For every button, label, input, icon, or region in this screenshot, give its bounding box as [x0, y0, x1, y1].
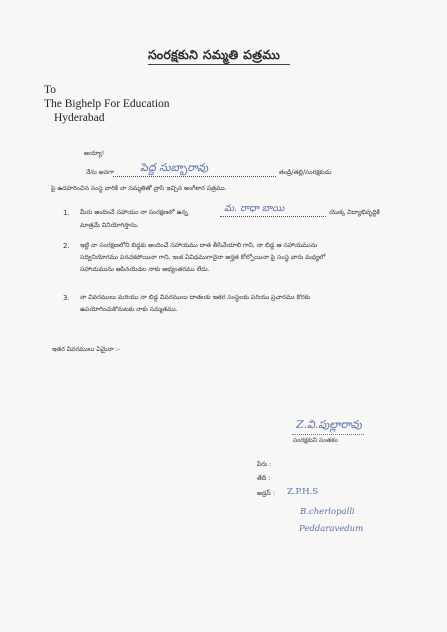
point-2-line3: సహాయమును ఆపినయెడల నాకు అభ్యంతరము లేదు.	[80, 266, 210, 273]
address-city: Hyderabad	[54, 112, 105, 124]
guardian-signature-handwritten: Z.వి.పుల్లారావు	[296, 418, 362, 431]
address-field-label: అడ్రస్ :	[257, 490, 275, 497]
date-field-label: తేదీ :	[257, 475, 271, 482]
other-details-label: ఇతర వివరములు ఏమైనా :-	[52, 346, 121, 353]
point-1-number: 1.	[63, 209, 70, 217]
guardian-name-handwritten: పెద్ద సుబ్బారావు	[140, 161, 209, 174]
point-3-line1: నా వివరములు మరియు నా బిడ్డ వివరములు దాతలకు ఇతర సంస్థలకు పరియు ప్రచారము కొరకు	[80, 294, 311, 301]
student-name-handwritten: మ. రాధా బాయి	[224, 203, 285, 214]
intro-line2: పై ఉదహరించిన సంస్థ వారికి నా సమ్మతితో వ్రాసి ఇచ్చిన అంగీకార పత్రము.	[51, 185, 227, 192]
signature-label: సంరక్షకుని సంతకం	[293, 437, 338, 444]
name-field-label: పేరు :	[257, 461, 272, 468]
intro-relation: తండ్రి/తల్లి/సంరక్షకుడు	[279, 169, 332, 176]
point-1-text-after: యొక్క విద్యాభివృద్ధికి	[329, 209, 380, 216]
letter-title: సంరక్షకుని సమ్మతి పత్రము	[148, 47, 281, 62]
salutation: అయ్యా!	[84, 150, 105, 157]
point-3-line2: ఉపయోగించుకొనుటకు నాకు సమ్మతము.	[80, 306, 178, 313]
address-line3-handwritten: Peddaravedum	[299, 524, 364, 534]
intro-name-prefix: నేను అనగా	[86, 169, 114, 176]
point-2-line1: ఇట్టి నా సంరక్షణలోని బిడ్డకు అందించే సహాయము దాత తీసివేయాలి గాని, నా బిడ్డ ఆ సహాయమును	[80, 242, 318, 249]
point-1-line2: మాత్రమే వినియోగిస్తాను.	[80, 222, 139, 229]
point-2-number: 2.	[63, 242, 70, 250]
point-1-text-before: మీరు అందించే సహాయం నా సంరక్షణలో ఉన్న	[80, 209, 188, 216]
address-to: To	[44, 84, 56, 96]
address-line1-handwritten: Z.P.H.S	[287, 487, 319, 497]
student-name-dotline	[220, 216, 326, 217]
address-line2-handwritten: B.cherlopalli	[300, 507, 355, 517]
point-2-line2: సద్వినియోగము పరచకపోయినా గాని, ఇంక ఏవిధముగానైనా అర్హత కోల్పోయినా పై సంస్థ వారు మధ్యలో	[80, 254, 326, 261]
signature-dotline	[292, 434, 364, 435]
address-org: The Bighelp For Education	[44, 98, 170, 110]
point-3-number: 3.	[63, 294, 70, 302]
title-underline	[148, 64, 290, 65]
